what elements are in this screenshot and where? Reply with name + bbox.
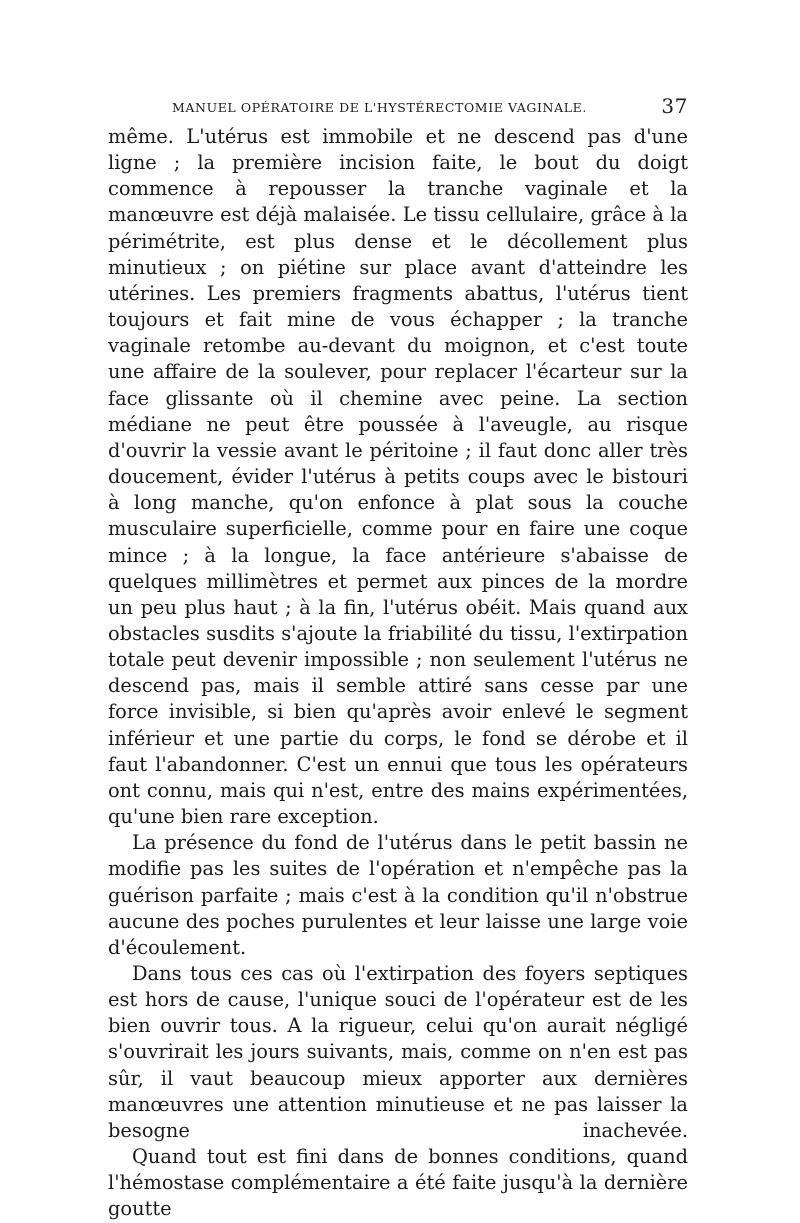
body-text [108, 124, 688, 1223]
book-page [108, 92, 688, 1223]
paragraph: La présence du fond de l'utérus dans le petit bassin ne modifie pas les suites de l'opération et n'empêche pas la guérison parfaite ; mais c'est à la condition qu'il n'obstrue aucune des poches purulentes et leur laisse une large voie d'écoulement. [108, 831, 688, 959]
paragraph: Quand tout est fini dans de bonnes conditions, quand l'hémostase complémentaire a été faite jusqu'à la dernière goutte [108, 1145, 688, 1221]
running-title: MANUEL OPÉRATOIRE DE L'HYSTÉRECTOMIE VAGINALE. [172, 100, 587, 115]
paragraph: Dans tous ces cas où l'extirpation des foyers septiques est hors de cause, l'unique souci de l'opérateur est de les bien ouvrir tous. A la rigueur, celui qu'on aurait négligé s'ouvrirait les jours suivants, mais, comme on n'en est pas sûr, il vaut beaucoup mieux apporter aux dernières manœuvres une attention minutieuse et ne pas laisser la besogne inachevée. [108, 962, 688, 1142]
running-header [108, 92, 688, 124]
page-number: 37 [661, 94, 688, 118]
paragraph: même. L'utérus est immobile et ne descend pas d'une ligne ; la première incision faite, le bout du doigt commence à repousser la tranche vaginale et la manœuvre est déjà malaisée. Le tissu cellulaire, grâce à la périmétrite, est plus dense et le décollement plus minutieux ; on piétine sur place avant d'atteindre les utérines. Les premiers fragments abattus, l'utérus tient toujours et fait mine de vous échapper ; la tranche vaginale retombe au-devant du moignon, et c'est toute une affaire de la soulever, pour replacer l'écarteur sur la face glissante où il chemine avec peine. La section médiane ne peut être poussée à l'aveugle, au risque d'ouvrir la vessie avant le péritoine ; il faut donc aller très doucement, évider l'utérus à petits coups avec le bistouri à long manche, qu'on enfonce à plat sous la couche musculaire superficielle, comme pour en faire une coque mince ; à la longue, la face antérieure s'abaisse de quelques millimètres et permet aux pinces de la mordre un peu plus haut ; à la fin, l'utérus obéit. Mais quand aux obstacles susdits s'ajoute la friabilité du tissu, l'extirpation totale peut devenir impossible ; non seulement l'utérus ne descend pas, mais il semble attiré sans cesse par une force invisible, si bien qu'après avoir enlevé le segment inférieur et une partie du corps, le fond se dérobe et il faut l'abandonner. C'est un ennui que tous les opérateurs ont connu, mais qui n'est, entre des mains expérimentées, qu'une bien rare exception. [108, 125, 688, 829]
